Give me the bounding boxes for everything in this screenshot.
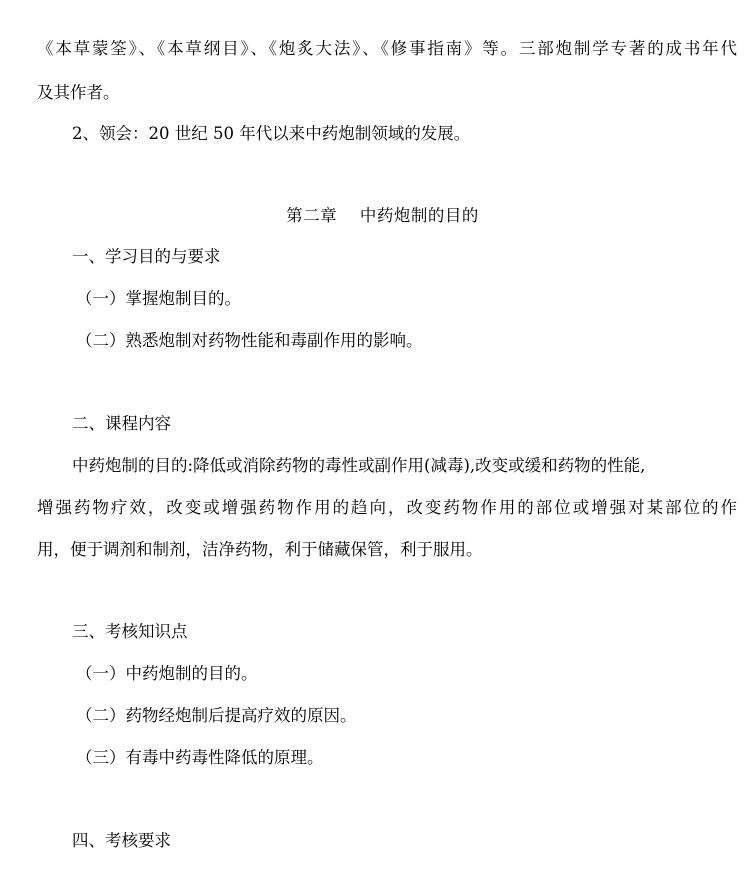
prev-text-line-1: 《本草蒙筌》、《本草纲目》、《炮炙大法》、《修事指南》等。三部炮制学专著的成书年代 bbox=[37, 39, 737, 58]
section-3-item-1: （一）中药炮制的目的。 bbox=[76, 664, 258, 683]
section-2-paragraph-line-3: 用，便于调剂和制剂，洁净药物，利于储藏保管，利于服用。 bbox=[37, 540, 483, 559]
section-4-heading: 四、考核要求 bbox=[72, 831, 171, 850]
section-1-item-1: （一）掌握炮制目的。 bbox=[76, 289, 241, 308]
section-2-paragraph-line-1: 中药炮制的目的:降低或消除药物的毒性或副作用(减毒),改变或缓和药物的性能, bbox=[72, 456, 646, 475]
prev-item-2: 2、领会：20 世纪 50 年代以来中药炮制领域的发展。 bbox=[72, 124, 471, 143]
chapter-title: 第二章 中药炮制的目的 bbox=[286, 206, 479, 225]
section-1-heading: 一、学习目的与要求 bbox=[72, 247, 221, 266]
prev-text-line-2: 及其作者。 bbox=[37, 83, 120, 102]
section-3-item-2: （二）药物经炮制后提高疗效的原因。 bbox=[76, 706, 357, 725]
section-2-heading: 二、课程内容 bbox=[72, 414, 171, 433]
section-3-item-3: （三）有毒中药毒性降低的原理。 bbox=[76, 748, 324, 767]
section-3-heading: 三、考核知识点 bbox=[72, 622, 188, 641]
section-1-item-2: （二）熟悉炮制对药物性能和毒副作用的影响。 bbox=[76, 331, 423, 350]
section-2-paragraph-line-2: 增强药物疗效，改变或增强药物作用的趋向，改变药物作用的部位或增强对某部位的作 bbox=[37, 498, 737, 517]
